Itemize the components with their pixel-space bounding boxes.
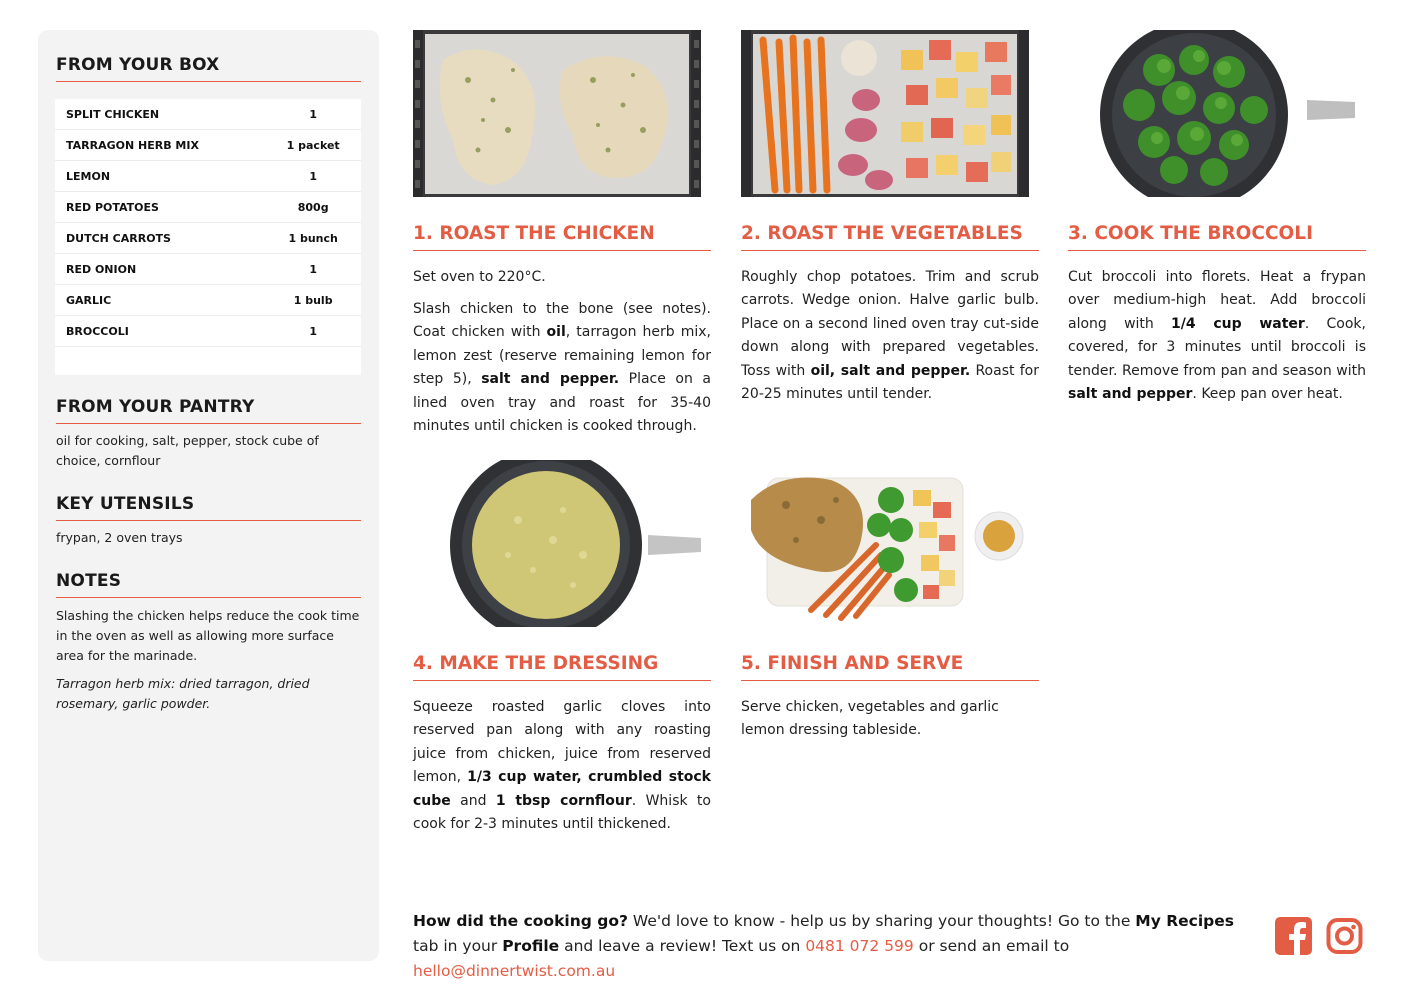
- step-5-title: 5. FINISH AND SERVE: [741, 653, 1039, 681]
- bold-segment: How did the cooking go?: [413, 912, 628, 930]
- text-segment: . Cook, covered, for 3 minutes until broccoli is tender. Remove from pan and season with: [1068, 315, 1366, 379]
- vegetable-tray-photo: [741, 30, 1029, 197]
- ingredient-qty: 1: [309, 107, 317, 121]
- bold-segment: salt and pepper.: [481, 371, 620, 388]
- ingredient-name: RED ONION: [66, 262, 137, 276]
- ingredient-name: SPLIT CHICKEN: [66, 107, 160, 121]
- table-row: [55, 285, 361, 316]
- step-1-text-2: [413, 298, 711, 438]
- text-segment: Slash chicken to the bone (see notes). Coat chicken with: [413, 301, 711, 341]
- ingredient-name: BROCCOLI: [66, 324, 129, 338]
- bold-segment: 1/4 cup water: [1171, 315, 1305, 332]
- table-row: [55, 161, 361, 192]
- text-segment: Squeeze roasted garlic cloves into reserved pan along with any roasting juice from chicken, juice from reserved lemon,: [413, 699, 711, 786]
- bold-segment: salt and pepper: [1068, 386, 1193, 403]
- step-3-text: [1068, 266, 1366, 406]
- bold-segment: oil: [546, 324, 566, 341]
- table-row: [55, 192, 361, 223]
- text-segment: or send an email to: [913, 937, 1070, 955]
- ingredient-qty: 1: [309, 169, 317, 183]
- text-segment: Serve chicken, vegetables and garlic lemon dressing tableside.: [741, 699, 999, 739]
- feedback-footer: [413, 909, 1263, 984]
- email-link[interactable]: hello@dinnertwist.com.au: [413, 962, 616, 980]
- notes-heading: NOTES: [56, 571, 361, 598]
- pantry-heading: FROM YOUR PANTRY: [56, 397, 361, 424]
- step-1-title: 1. ROAST THE CHICKEN: [413, 223, 711, 251]
- ingredient-name: LEMON: [66, 169, 111, 183]
- pantry-text: oil for cooking, salt, pepper, stock cube of choice, cornflour: [56, 433, 319, 468]
- text-segment: . Whisk to cook for 2-3 minutes until thickened.: [413, 792, 711, 833]
- ingredients-table: [55, 99, 361, 375]
- text-segment: tab in your: [413, 937, 503, 955]
- step-5-text: [741, 696, 1039, 743]
- table-row: [55, 316, 361, 347]
- ingredient-qty: 1: [309, 262, 317, 276]
- facebook-icon[interactable]: [1275, 917, 1312, 955]
- utensils-text: frypan, 2 oven trays: [56, 530, 183, 545]
- text-segment: and: [450, 792, 496, 809]
- text-segment: Cut broccoli into florets. Heat a frypan over medium-high heat. Add broccoli along with: [1068, 269, 1366, 332]
- phone-link[interactable]: 0481 072 599: [805, 937, 914, 955]
- broccoli-pan-photo: [1069, 30, 1357, 197]
- ingredient-name: TARRAGON HERB MIX: [66, 138, 199, 152]
- text-segment: Roast for 20-25 minutes until tender.: [741, 362, 1039, 403]
- table-row: [55, 130, 361, 161]
- bold-segment: Profile: [502, 937, 560, 955]
- text-segment: Roughly chop potatoes. Trim and scrub carrots. Wedge onion. Halve garlic bulb. Place on a second lined oven tray cut-side down along with prepared vegetables. Toss with: [741, 269, 1039, 379]
- step-2-title: 2. ROAST THE VEGETABLES: [741, 223, 1039, 251]
- utensils-heading: KEY UTENSILS: [56, 494, 361, 521]
- text-segment: and leave a review! Text us on: [559, 937, 806, 955]
- instagram-icon[interactable]: [1326, 917, 1363, 955]
- text-segment: Place on a lined oven tray and roast for 35-40 minutes until chicken is cooked through.: [413, 371, 711, 435]
- ingredient-name: GARLIC: [66, 293, 112, 307]
- text-segment: We'd love to know - help us by sharing your thoughts! Go to the: [627, 912, 1136, 930]
- sidebar: [38, 30, 379, 961]
- bold-segment: My Recipes: [1135, 912, 1234, 930]
- ingredient-name: RED POTATOES: [66, 200, 159, 214]
- box-heading: FROM YOUR BOX: [56, 55, 361, 82]
- bold-segment: 1/3 cup water, crumbled stock cube: [413, 769, 711, 809]
- dressing-pan-photo: [413, 460, 701, 627]
- served-platter-photo: [741, 460, 1029, 627]
- ingredient-qty: 1: [309, 324, 317, 338]
- notes-text: Slashing the chicken helps reduce the cook time in the oven as well as allowing more surface area for the marinade.: [56, 608, 360, 663]
- ingredient-name: DUTCH CARROTS: [66, 231, 171, 245]
- roast-chicken-tray-photo: [413, 30, 701, 197]
- step-3-title: 3. COOK THE BROCCOLI: [1068, 223, 1366, 251]
- bold-segment: oil, salt and pepper.: [810, 362, 971, 379]
- step-4-text: [413, 696, 711, 836]
- text-segment: . Keep pan over heat.: [1192, 386, 1343, 403]
- ingredient-qty: 800g: [297, 200, 329, 214]
- table-row: [55, 99, 361, 130]
- table-row: [55, 223, 361, 254]
- ingredient-qty: 1 packet: [286, 138, 340, 152]
- notes-italic-text: Tarragon herb mix: dried tarragon, dried rosemary, garlic powder.: [56, 676, 310, 711]
- ingredient-qty: 1 bunch: [288, 231, 338, 245]
- ingredient-qty: 1 bulb: [293, 293, 333, 307]
- step-2-text: [741, 266, 1039, 406]
- table-row: [55, 254, 361, 285]
- step-4-title: 4. MAKE THE DRESSING: [413, 653, 711, 681]
- bold-segment: 1 tbsp cornflour: [495, 792, 632, 809]
- text-segment: , tarragon herb mix, lemon zest (reserve remaining lemon for step 5),: [413, 324, 711, 388]
- step-1-text-1: Set oven to 220°C.: [413, 269, 546, 285]
